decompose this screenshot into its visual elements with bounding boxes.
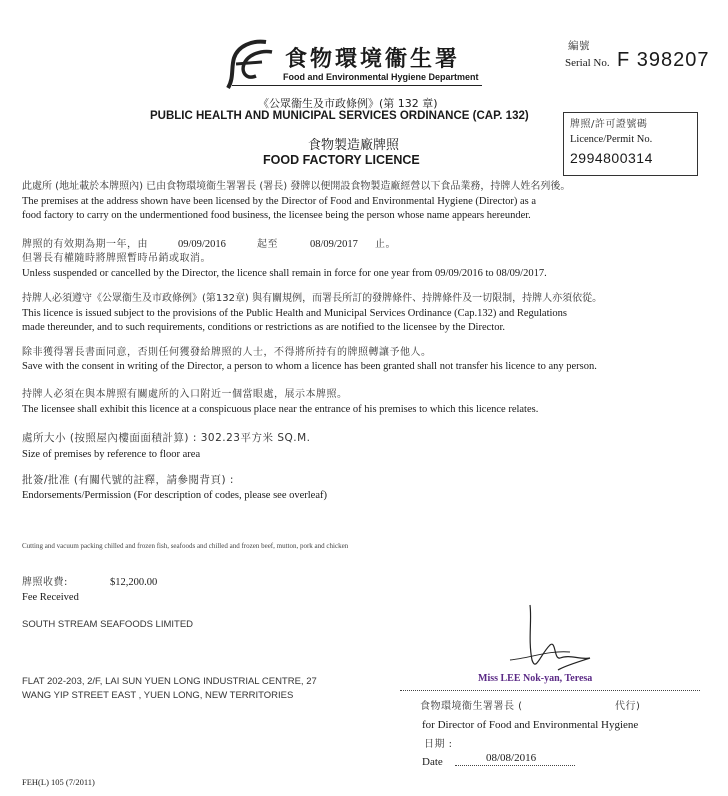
signature-line [400, 690, 700, 691]
for-director-zh-b: 代行) [615, 701, 641, 712]
validity-date-to: 08/09/2017 [310, 239, 358, 250]
for-director-zh-a: 食物環境衞生署署長 ( [420, 701, 523, 712]
para2-zh-a: 牌照的有效期為期一年，由 [22, 239, 148, 250]
para5-zh: 持牌人必須在與本牌照有關處所的入口附近一個當眼處，展示本牌照。 [22, 389, 348, 400]
para3-en-line2: made thereunder, and to such requirements, conditions or restrictions as are notified to the licensee by the Director. [22, 322, 506, 333]
fee-label-en: Fee Received [22, 592, 79, 603]
for-director-en: for Director of Food and Environmental Hygiene [422, 719, 639, 731]
form-code: FEH(L) 105 (7/2011) [22, 777, 95, 787]
para3-en-line1: This licence is issued subject to the provisions of the Public Health and Municipal Services Ordinance (Cap.132) and Regulations [22, 308, 568, 319]
serial-label-zh: 編號 [568, 40, 590, 52]
licence-title-en: FOOD FACTORY LICENCE [263, 153, 420, 167]
permit-label-zh: 牌照/許可證號碼 [570, 119, 648, 130]
dept-name-zh: 食物環境衞生署 [285, 47, 461, 72]
para2-zh-c: 止。 [375, 239, 396, 250]
licensee-name: SOUTH STREAM SEAFOODS LIMITED [22, 619, 194, 630]
para2-en: Unless suspended or cancelled by the Director, the licence shall remain in force for one year from 09/09/2016 to 08/09/2017. [22, 268, 547, 279]
fee-amount: $12,200.00 [110, 577, 158, 588]
validity-date-from: 09/09/2016 [178, 239, 226, 250]
logo-underline [232, 85, 482, 86]
fee-label-zh: 牌照收費: [22, 577, 68, 588]
address-line2: WANG YIP STREET EAST , YUEN LONG, NEW TERRITORIES [22, 690, 294, 701]
date-label-zh: 日期 : [424, 739, 453, 750]
permit-number: 2994800314 [570, 150, 653, 166]
para1-zh: 此處所 (地址載於本牌照內) 已由食物環境衞生署署長 (署長) 發牌以便開設食物製造廠經營以下食品業務，持牌人姓名列後。 [22, 181, 571, 192]
date-label-en: Date [422, 756, 443, 768]
address-line1: FLAT 202-203, 2/F, LAI SUN YUEN LONG INDUSTRIAL CENTRE, 27 [22, 676, 317, 687]
para4-zh: 除非獲得署長書面同意，否則任何獲發給牌照的人士，不得將所持有的牌照轉讓予他人。 [22, 347, 432, 358]
premises-size-en: Size of premises by reference to floor area [22, 449, 201, 460]
para1-en-line1: The premises at the address shown have been licensed by the Director of Food and Environmental Hygiene (Director) as a [22, 196, 537, 207]
issue-date: 08/08/2016 [486, 752, 537, 764]
signature-scribble-icon [470, 600, 620, 680]
endorsements-en: Endorsements/Permission (For description of codes, please see overleaf) [22, 490, 327, 501]
para2-zh-b: 起至 [257, 239, 278, 250]
endorsements-zh: 批簽/批准 (有關代號的註釋，請參閱背頁) : [22, 474, 234, 486]
para1-en-line2: food factory to carry on the undermentioned food business, the licensee being the person whose name appears hereunder. [22, 210, 531, 221]
licence-title-zh: 食物製造廠牌照 [308, 138, 400, 153]
para4-en: Save with the consent in writing of the Director, a person to whom a licence has been granted shall not transfer his licence to any person. [22, 361, 597, 372]
dept-name-en: Food and Environmental Hygiene Department [283, 72, 479, 82]
serial-number: F 398207 [617, 49, 710, 71]
para3-zh: 持牌人必須遵守《公眾衞生及市政條例》(第132章) 與有關規例，而署長所訂的發牌條件、持牌條件及一切限制，持牌人亦須依從。 [22, 293, 603, 304]
premises-size-zh: 處所大小 (按照屋內樓面面積計算) : 302.23平方米 SQ.M. [22, 432, 311, 444]
ordinance-zh: 《公眾衞生及市政條例》(第 132 章) [258, 97, 438, 110]
signatory-name: Miss LEE Nok-yan, Teresa [478, 673, 593, 684]
fehd-logo-icon [222, 38, 280, 92]
ordinance-en: PUBLIC HEALTH AND MUNICIPAL SERVICES ORDINANCE (CAP. 132) [150, 110, 529, 122]
business-description: Cutting and vacuum packing chilled and frozen fish, seafoods and chilled and frozen beef, mutton, pork and chicken [22, 542, 349, 550]
permit-label-en: Licence/Permit No. [570, 134, 653, 145]
para2-zh-line2: 但署長有權隨時將牌照暫時吊銷或取消。 [22, 253, 211, 264]
serial-label-en: Serial No. [565, 57, 610, 69]
para5-en: The licensee shall exhibit this licence at a conspicuous place near the entrance of his premises to which this licence relates. [22, 404, 539, 415]
date-line [455, 765, 575, 766]
